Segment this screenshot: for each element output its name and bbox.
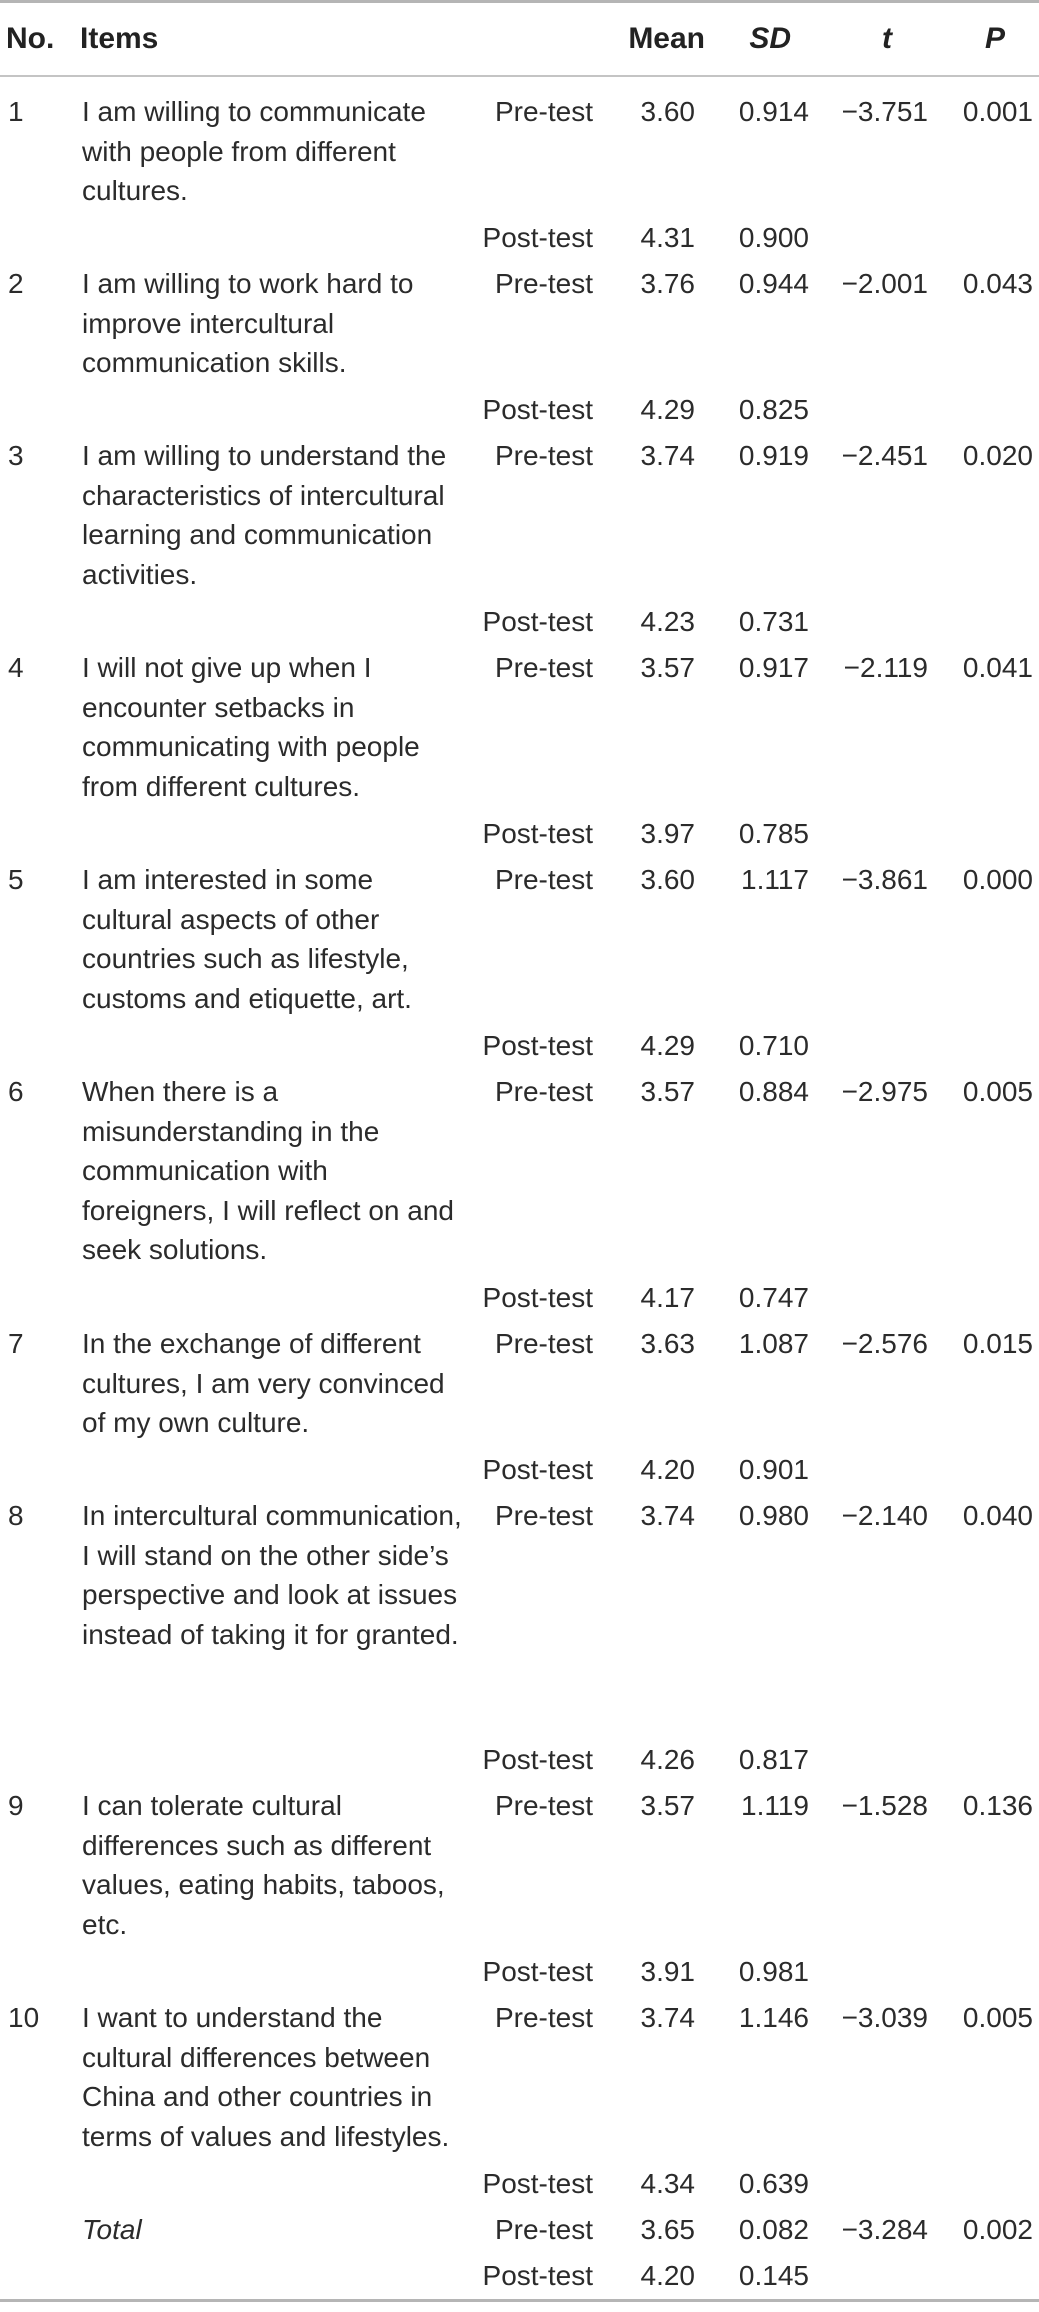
sd-value: 1.146 — [738, 2002, 809, 2033]
item-text: I can tolerate cultural differences such as different values, eating habits, taboos, etc. — [82, 1790, 445, 1940]
t-value: −1.528 — [841, 1790, 928, 1821]
item-number: 7 — [8, 1328, 24, 1359]
t-value: −3.284 — [841, 2214, 928, 2245]
phase-label: Post-test — [482, 1282, 593, 1313]
item-number: 3 — [8, 440, 24, 471]
phase-label: Pre-test — [494, 1790, 593, 1821]
p-value: 0.000 — [962, 864, 1033, 895]
header-items: Items — [80, 22, 159, 55]
mean-value: 4.31 — [640, 222, 695, 253]
p-value: 0.015 — [962, 1328, 1033, 1359]
sd-value: 0.981 — [738, 1956, 809, 1987]
phase-label: Pre-test — [494, 1328, 593, 1359]
header-no: No. — [6, 22, 55, 55]
sd-value: 0.919 — [738, 440, 809, 471]
t-value: −2.001 — [841, 268, 928, 299]
p-value: 0.136 — [962, 1790, 1033, 1821]
header-mean: Mean — [628, 22, 705, 55]
total-label: Total — [82, 2214, 142, 2245]
sd-value: 0.710 — [738, 1030, 809, 1061]
sd-value: 1.119 — [741, 1790, 809, 1821]
mean-value: 3.57 — [640, 1076, 695, 1107]
item-text: I am willing to understand the characteristics of intercultural learning and communication activities. — [82, 440, 447, 590]
phase-label: Pre-test — [494, 268, 593, 299]
t-value: −2.576 — [841, 1328, 928, 1359]
phase-label: Post-test — [482, 1454, 593, 1485]
mean-value: 3.57 — [640, 1790, 695, 1821]
mean-value: 4.17 — [640, 1282, 695, 1313]
phase-label: Pre-test — [494, 2002, 593, 2033]
sd-value: 0.900 — [738, 222, 809, 253]
t-value: −2.140 — [841, 1500, 928, 1531]
sd-value: 0.747 — [738, 1282, 809, 1313]
mean-value: 4.23 — [640, 606, 695, 637]
t-value: −3.039 — [841, 2002, 928, 2033]
mean-value: 3.60 — [640, 864, 695, 895]
sd-value: 0.980 — [738, 1500, 809, 1531]
item-text: In the exchange of different cultures, I am very convinced of my own culture. — [82, 1328, 445, 1438]
phase-label: Pre-test — [494, 2214, 593, 2245]
phase-label: Post-test — [482, 606, 593, 637]
p-value: 0.005 — [962, 1076, 1033, 1107]
mean-value: 3.74 — [640, 440, 695, 471]
t-value: −2.119 — [843, 652, 928, 683]
item-number: 8 — [8, 1500, 24, 1531]
phase-label: Post-test — [482, 2260, 593, 2291]
table-header-row — [0, 0, 1039, 75]
phase-label: Pre-test — [494, 96, 593, 127]
item-text: When there is a misunderstanding in the communication with foreigners, I will reflect on and seek solutions. — [82, 1076, 454, 1265]
mean-value: 4.26 — [640, 1744, 695, 1775]
sd-value: 0.944 — [738, 268, 809, 299]
mean-value: 3.57 — [640, 652, 695, 683]
t-value: −2.975 — [841, 1076, 928, 1107]
mean-value: 3.74 — [640, 1500, 695, 1531]
phase-label: Pre-test — [494, 864, 593, 895]
sd-value: 0.145 — [738, 2260, 809, 2291]
mean-value: 4.29 — [640, 1030, 695, 1061]
t-value: −3.861 — [841, 864, 928, 895]
sd-value: 0.639 — [738, 2168, 809, 2199]
mean-value: 3.65 — [640, 2214, 695, 2245]
item-text: I am willing to work hard to improve intercultural communication skills. — [82, 268, 414, 378]
item-number: 9 — [8, 1790, 24, 1821]
item-number: 6 — [8, 1076, 24, 1107]
item-number: 10 — [8, 2002, 40, 2033]
item-text: In intercultural communication, I will stand on the other side’s perspective and look at issues instead of taking it for granted. — [82, 1500, 462, 1650]
item-text: I am interested in some cultural aspects of other countries such as lifestyle, customs and etiquette, art. — [82, 864, 412, 1014]
sd-value: 1.087 — [738, 1328, 809, 1359]
sd-value: 0.825 — [738, 394, 809, 425]
sd-value: 0.731 — [738, 606, 809, 637]
phase-label: Post-test — [482, 2168, 593, 2199]
p-value: 0.002 — [962, 2214, 1033, 2245]
header-sd: SD — [749, 22, 791, 55]
item-text: I will not give up when I encounter setbacks in communicating with people from different cultures. — [82, 652, 420, 802]
sd-value: 0.785 — [738, 818, 809, 849]
mean-value: 3.60 — [640, 96, 695, 127]
sd-value: 1.117 — [741, 864, 809, 895]
phase-label: Post-test — [482, 1956, 593, 1987]
sd-value: 0.817 — [738, 1744, 809, 1775]
mean-value: 4.34 — [640, 2168, 695, 2199]
p-value: 0.001 — [962, 96, 1033, 127]
item-number: 1 — [8, 96, 24, 127]
mean-value: 4.20 — [640, 2260, 695, 2291]
p-value: 0.040 — [962, 1500, 1033, 1531]
phase-label: Pre-test — [494, 1500, 593, 1531]
header-p: P — [984, 22, 1005, 55]
sd-value: 0.917 — [738, 652, 809, 683]
header-t: t — [882, 22, 892, 55]
mean-value: 3.97 — [640, 818, 695, 849]
item-number: 4 — [8, 652, 24, 683]
mean-value: 3.74 — [640, 2002, 695, 2033]
sd-value: 0.082 — [738, 2214, 809, 2245]
p-value: 0.020 — [962, 440, 1033, 471]
phase-label: Post-test — [482, 222, 593, 253]
sd-value: 0.884 — [738, 1076, 809, 1107]
mean-value: 3.63 — [640, 1328, 695, 1359]
phase-label: Pre-test — [494, 440, 593, 471]
mean-value: 3.91 — [640, 1956, 695, 1987]
t-value: −2.451 — [841, 440, 928, 471]
p-value: 0.041 — [962, 652, 1033, 683]
item-text: I want to understand the cultural differences between China and other countries in terms of values and lifestyles. — [82, 2002, 450, 2152]
p-value: 0.043 — [962, 268, 1033, 299]
phase-label: Pre-test — [494, 652, 593, 683]
item-number: 2 — [8, 268, 24, 299]
mean-value: 3.76 — [640, 268, 695, 299]
table-bottom-rule — [0, 2299, 1039, 2302]
phase-label: Post-test — [482, 1030, 593, 1061]
phase-label: Post-test — [482, 394, 593, 425]
phase-label: Post-test — [482, 1744, 593, 1775]
t-value: −3.751 — [841, 96, 928, 127]
phase-label: Post-test — [482, 818, 593, 849]
item-number: 5 — [8, 864, 24, 895]
mean-value: 4.20 — [640, 1454, 695, 1485]
mean-value: 4.29 — [640, 394, 695, 425]
table-header-rule — [0, 75, 1039, 77]
item-text: I am willing to communicate with people from different cultures. — [82, 96, 426, 206]
sd-value: 0.914 — [738, 96, 809, 127]
sd-value: 0.901 — [738, 1454, 809, 1485]
phase-label: Pre-test — [494, 1076, 593, 1107]
p-value: 0.005 — [962, 2002, 1033, 2033]
